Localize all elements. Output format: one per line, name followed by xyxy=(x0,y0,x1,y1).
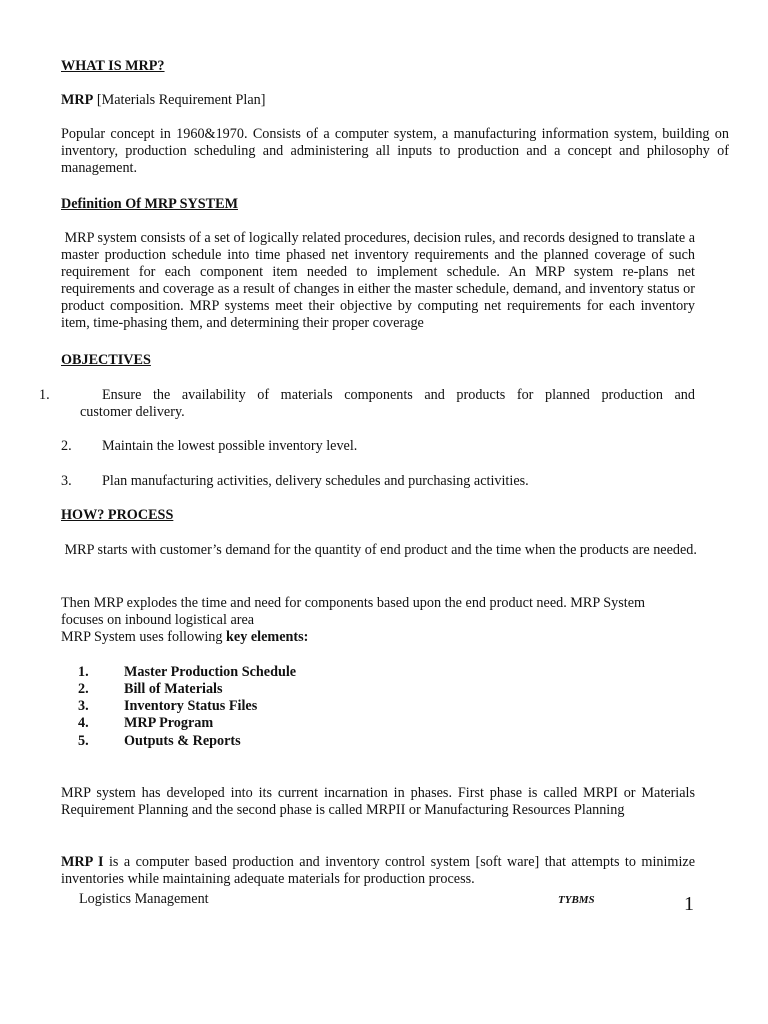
objective-number: 3. xyxy=(61,473,72,489)
popular-concept-paragraph: Popular concept in 1960&1970. Consists of a computer system, a manufacturing information system, building on inventory, production scheduling and administering all inputs to production and a concept and philosophy of management. xyxy=(61,126,729,176)
key-element-number: 4. xyxy=(78,715,89,731)
heading-objectives: OBJECTIVES xyxy=(61,352,151,368)
definition-paragraph: MRP system consists of a set of logically related procedures, decision rules, and records designed to translate a master production schedule into time phased net inventory requirements and the planned coverage of such requirement for each component item needed to implement schedule. An MRP system re-plans net requirements and coverage as a result of changes in either the master schedule, demand, and inventory status or product composition. MRP systems meet their objective by computing net requirements for each inventory item, time-phasing them, and determining their proper coverage xyxy=(61,230,695,331)
key-elements-intro-text: MRP System uses following xyxy=(61,629,227,645)
key-element-item xyxy=(0,733,768,750)
objective-item-continuation xyxy=(0,404,768,421)
process-line: focuses on inbound logistical area xyxy=(61,612,255,628)
page-footer xyxy=(0,891,768,921)
key-element-number: 3. xyxy=(78,698,89,714)
objective-text: Plan manufacturing activities, delivery schedules and purchasing activities. xyxy=(102,473,529,489)
key-element-number: 5. xyxy=(78,733,89,749)
process-paragraph-2 xyxy=(61,595,741,646)
key-element-item xyxy=(0,715,768,732)
key-element-number: 1. xyxy=(78,664,89,680)
key-element-label: MRP Program xyxy=(124,715,214,731)
key-element-item xyxy=(0,664,768,681)
objective-item xyxy=(0,473,768,490)
mrp1-term: MRP I xyxy=(61,854,104,870)
footer-left-text: Logistics Management xyxy=(79,891,209,907)
key-element-item xyxy=(0,698,768,715)
key-element-label: Bill of Materials xyxy=(124,681,223,697)
footer-page-number: 1 xyxy=(684,893,694,915)
mrp1-description: is a computer based production and inventory control system [soft ware] that attempts to minimize inventories while maintaining adequate materials for production process. xyxy=(61,854,696,887)
objective-text: Maintain the lowest possible inventory level. xyxy=(102,438,358,454)
phases-paragraph: MRP system has developed into its current incarnation in phases. First phase is called MRPI or Materials Requirement Planning and the second phase is called MRPII or Manufacturing Resources Planning xyxy=(61,785,695,818)
key-element-number: 2. xyxy=(78,681,89,697)
mrp-term: MRP xyxy=(61,92,94,108)
process-line: Then MRP explodes the time and need for components based upon the end product need. MRP System xyxy=(61,595,646,611)
key-element-item xyxy=(0,681,768,698)
heading-what-is-mrp: WHAT IS MRP? xyxy=(61,58,165,74)
key-elements-intro xyxy=(61,629,741,646)
heading-how-process: HOW? PROCESS xyxy=(61,507,174,523)
key-elements-intro-bold: key elements: xyxy=(226,629,309,645)
objective-number: 1. xyxy=(39,387,50,403)
mrp-definition-line xyxy=(61,92,695,109)
key-element-label: Master Production Schedule xyxy=(124,664,297,680)
objective-item xyxy=(0,387,768,404)
mrp1-paragraph xyxy=(61,854,695,888)
objective-number: 2. xyxy=(61,438,72,454)
key-element-label: Inventory Status Files xyxy=(124,698,258,714)
key-element-label: Outputs & Reports xyxy=(124,733,241,749)
mrp-expansion: [Materials Requirement Plan] xyxy=(93,92,266,108)
objective-item xyxy=(0,438,768,455)
footer-course-label: TYBMS xyxy=(558,894,595,906)
objective-text-continued: customer delivery. xyxy=(80,404,185,420)
heading-definition: Definition Of MRP SYSTEM xyxy=(61,196,238,212)
process-paragraph-1: MRP starts with customer’s demand for the quantity of end product and the time when the products are needed. xyxy=(61,542,697,558)
objective-text: Ensure the availability of materials components and products for planned production and xyxy=(102,387,695,403)
